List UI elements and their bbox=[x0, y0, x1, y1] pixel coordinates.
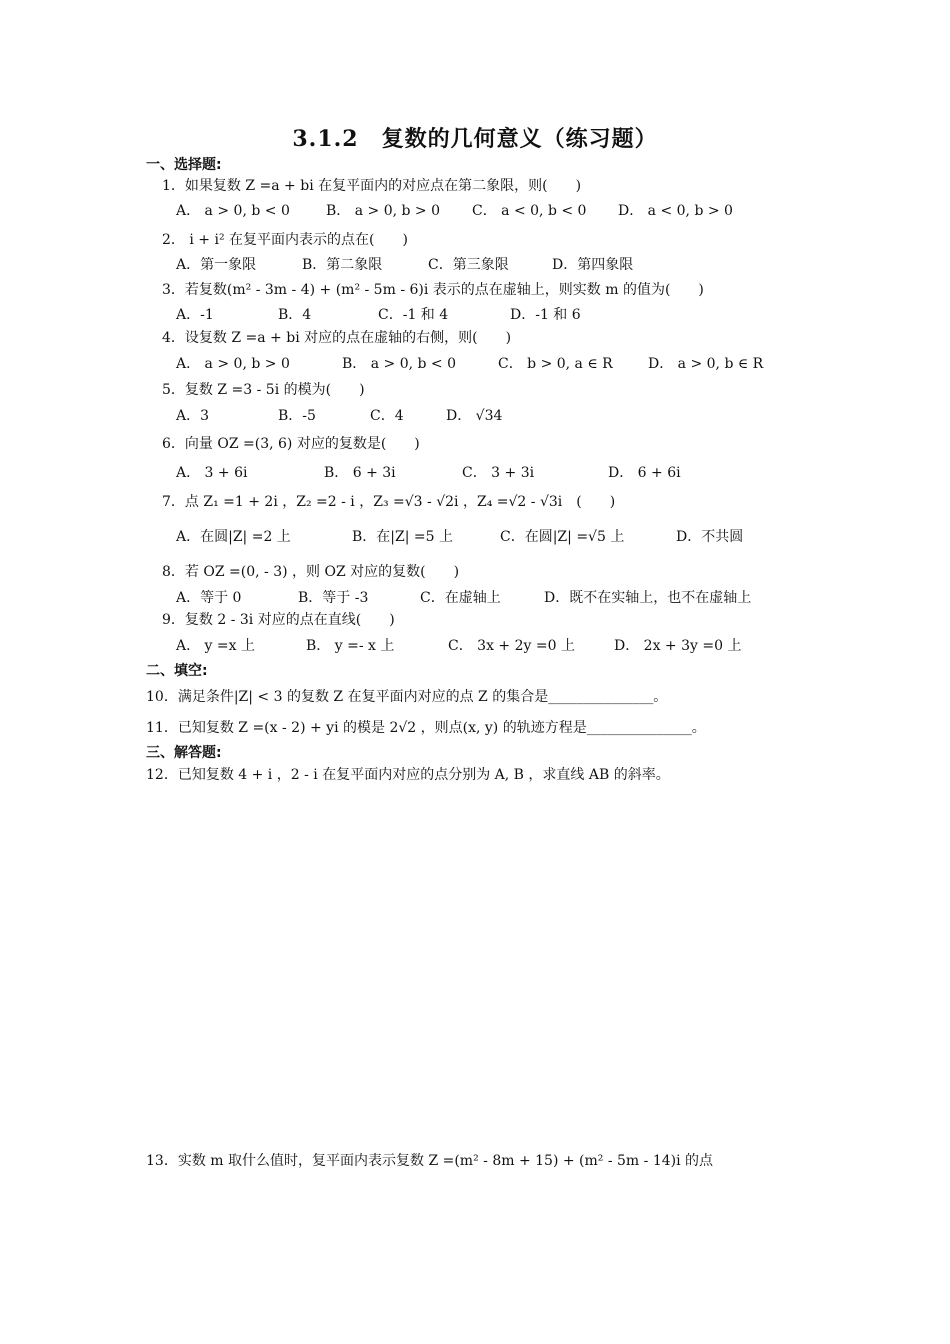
question-5-option-b: B．-5 bbox=[278, 408, 316, 424]
question-5-option-a: A．3 bbox=[176, 408, 210, 424]
question-8-option-b: B．等于 -3 bbox=[298, 590, 369, 606]
question-3-option-c: C．-1 和 4 bbox=[378, 307, 449, 323]
question-4-stem: 4．设复数 Z =a + bi 对应的点在虚轴的右侧，则( ) bbox=[162, 330, 512, 346]
question-8-option-a: A．等于 0 bbox=[176, 590, 242, 606]
section-heading-fill: 二、填空: bbox=[146, 663, 208, 679]
question-8-stem: 8．若 OZ =(0, - 3) ，则 OZ 对应的复数( ) bbox=[162, 564, 460, 580]
question-4-option-a: A． a > 0, b > 0 bbox=[176, 356, 290, 372]
section-heading-answer: 三、解答题: bbox=[146, 745, 222, 761]
question-5-option-c: C．4 bbox=[370, 408, 404, 424]
question-8-option-d: D．既不在实轴上，也不在虚轴上 bbox=[544, 590, 752, 606]
question-9-option-a: A． y =x 上 bbox=[176, 638, 255, 654]
question-7-option-d: D．不共圆 bbox=[676, 529, 744, 545]
question-6-option-b: B． 6 + 3i bbox=[324, 465, 396, 481]
question-6-stem: 6．向量 OZ =(3, 6) 对应的复数是( ) bbox=[162, 436, 420, 452]
page-title: 3.1.2 复数的几何意义（练习题） bbox=[292, 126, 658, 152]
section-heading-choice: 一、选择题: bbox=[146, 157, 222, 173]
question-7-option-c: C．在圆|Z| =√5 上 bbox=[500, 529, 625, 545]
question-4-option-b: B． a > 0, b < 0 bbox=[342, 356, 457, 372]
question-6-option-d: D． 6 + 6i bbox=[608, 465, 681, 481]
question-3-option-d: D．-1 和 6 bbox=[510, 307, 581, 323]
question-2-option-b: B．第二象限 bbox=[302, 257, 383, 273]
question-1-option-a: A． a > 0, b < 0 bbox=[176, 203, 290, 219]
question-7-option-a: A．在圆|Z| =2 上 bbox=[176, 529, 291, 545]
question-3-option-b: B．4 bbox=[278, 307, 312, 323]
question-1-option-c: C． a < 0, b < 0 bbox=[472, 203, 587, 219]
question-2-option-a: A．第一象限 bbox=[176, 257, 257, 273]
question-12: 12．已知复数 4 + i ，2 - i 在复平面内对应的点分别为 A, B ，求直线 AB 的斜率。 bbox=[146, 767, 670, 783]
question-10: 10．满足条件|Z| < 3 的复数 Z 在复平面内对应的点 Z 的集合是_______________。 bbox=[146, 689, 668, 705]
question-7-option-b: B．在|Z| =5 上 bbox=[352, 529, 453, 545]
question-5-option-d: D． √34 bbox=[446, 408, 503, 424]
question-8-option-c: C．在虚轴上 bbox=[420, 590, 501, 606]
question-2-option-c: C．第三象限 bbox=[428, 257, 509, 273]
question-9-option-d: D． 2x + 3y =0 上 bbox=[614, 638, 742, 654]
question-3-stem: 3．若复数(m² - 3m - 4) + (m² - 5m - 6)i 表示的点在虚轴上，则实数 m 的值为( ) bbox=[162, 282, 704, 298]
question-4-option-c: C． b > 0, a ∈ R bbox=[498, 356, 613, 372]
question-3-option-a: A．-1 bbox=[176, 307, 214, 323]
question-5-stem: 5．复数 Z =3 - 5i 的模为( ) bbox=[162, 382, 365, 398]
question-9-option-c: C． 3x + 2y =0 上 bbox=[448, 638, 575, 654]
question-1-stem: 1．如果复数 Z =a + bi 在复平面内的对应点在第二象限，则( ) bbox=[162, 178, 582, 194]
question-2-option-d: D．第四象限 bbox=[552, 257, 634, 273]
question-2-stem: 2． i + i² 在复平面内表示的点在( ) bbox=[162, 232, 408, 248]
question-1-option-d: D． a < 0, b > 0 bbox=[618, 203, 733, 219]
question-7-stem: 7．点 Z₁ =1 + 2i ，Z₂ =2 - i ，Z₃ =√3 - √2i ，Z₄ =√2 - √3i ( ) bbox=[162, 494, 616, 510]
question-13: 13．实数 m 取什么值时，复平面内表示复数 Z =(m² - 8m + 15) + (m² - 5m - 14)i 的点 bbox=[146, 1153, 714, 1169]
question-9-stem: 9．复数 2 - 3i 对应的点在直线( ) bbox=[162, 612, 395, 628]
question-6-option-a: A． 3 + 6i bbox=[176, 465, 248, 481]
question-4-option-d: D． a > 0, b ∈ R bbox=[648, 356, 764, 372]
question-11: 11．已知复数 Z =(x - 2) + yi 的模是 2√2 ，则点(x, y) 的轨迹方程是_______________。 bbox=[146, 720, 706, 736]
question-1-option-b: B． a > 0, b > 0 bbox=[326, 203, 441, 219]
question-9-option-b: B． y =- x 上 bbox=[306, 638, 395, 654]
question-6-option-c: C． 3 + 3i bbox=[462, 465, 535, 481]
